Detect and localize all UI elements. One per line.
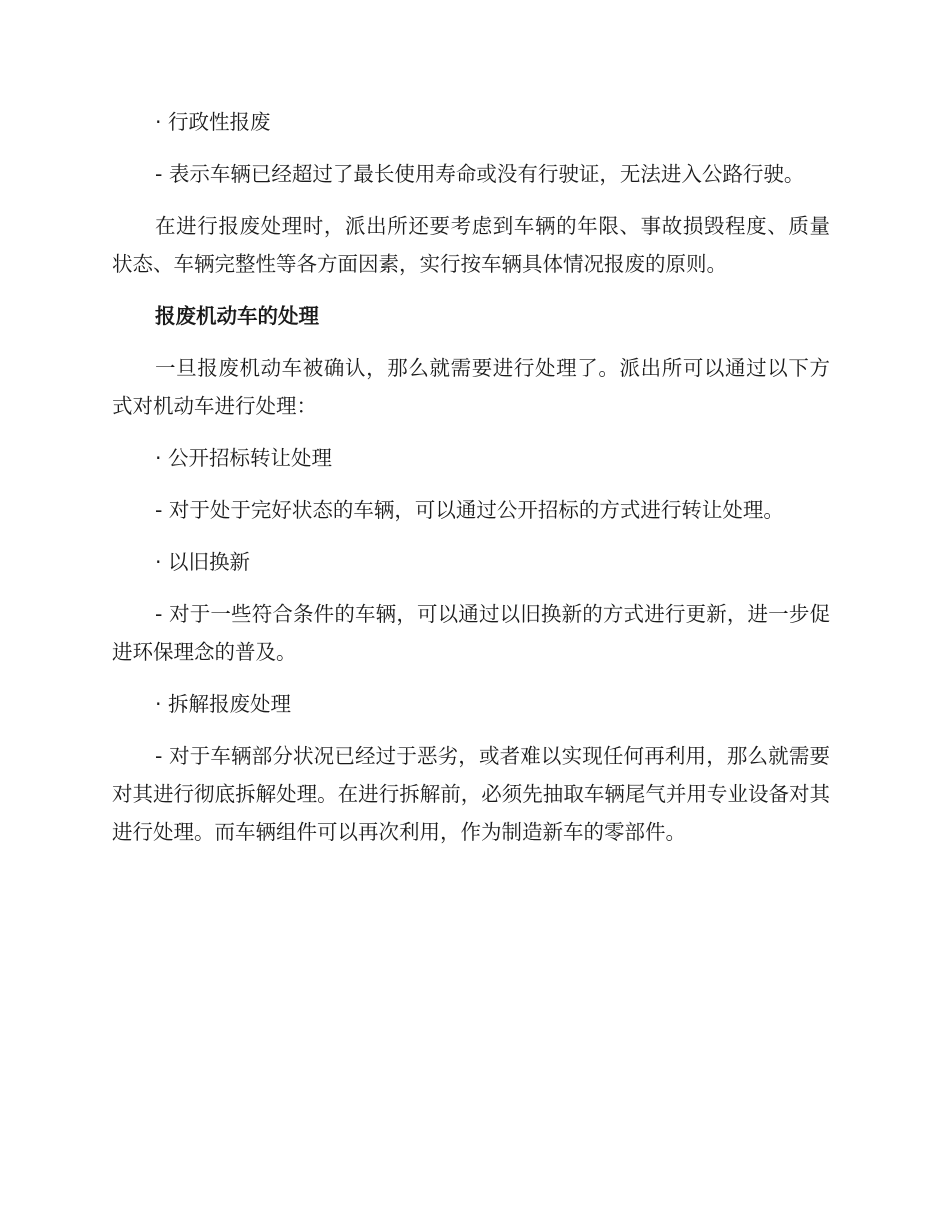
bullet-public-tender: · 公开招标转让处理 xyxy=(155,446,333,470)
paragraph-trade-in-desc: - 对于一些符合条件的车辆，可以通过以旧换新的方式进行更新，进一步促进环保理念的普及。 xyxy=(112,602,830,664)
paragraph-scrap-considerations: 在进行报废处理时，派出所还要考虑到车辆的年限、事故损毁程度、质量状态、车辆完整性等各方面因素，实行按车辆具体情况报废的原则。 xyxy=(112,214,830,276)
bullet-administrative-scrap: · 行政性报废 xyxy=(155,110,271,134)
paragraph-administrative-scrap-desc: - 表示车辆已经超过了最长使用寿命或没有行驶证，无法进入公路行驶。 xyxy=(155,162,805,186)
section-heading: 报废机动车的处理 xyxy=(155,304,319,328)
paragraph-public-tender-desc: - 对于处于完好状态的车辆，可以通过公开招标的方式进行转让处理。 xyxy=(155,498,784,522)
bullet-dismantle: · 拆解报废处理 xyxy=(155,692,292,716)
paragraph-dismantle-desc: - 对于车辆部分状况已经过于恶劣，或者难以实现任何再利用，那么就需要对其进行彻底拆解处理。在进行拆解前，必须先抽取车辆尾气并用专业设备对其进行处理。而车辆组件可以再次利用，作为制造新车的零部件。 xyxy=(112,744,830,844)
paragraph-processing-intro: 一旦报废机动车被确认，那么就需要进行处理了。派出所可以通过以下方式对机动车进行处理： xyxy=(112,356,830,418)
bullet-trade-in: · 以旧换新 xyxy=(155,550,251,574)
